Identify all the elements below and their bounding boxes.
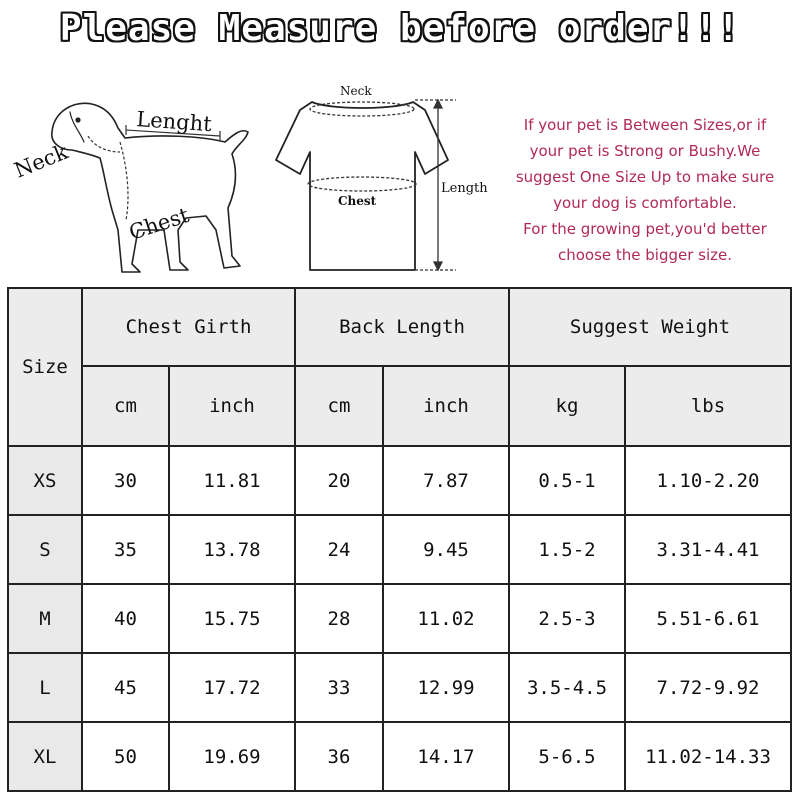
unit-header: cm: [295, 366, 383, 446]
page-title: Please Measure before order!!!: [59, 8, 741, 49]
unit-header: kg: [509, 366, 625, 446]
unit-header: cm: [82, 366, 169, 446]
table-cell: 5.51-6.61: [625, 584, 791, 653]
advice-line: your pet is Strong or Bushy.We: [529, 142, 761, 160]
dog-measure-illustration: [10, 80, 270, 280]
table-cell: 12.99: [383, 653, 509, 722]
table-cell: 3.31-4.41: [625, 515, 791, 584]
table-row: [8, 584, 791, 653]
size-label: S: [8, 515, 82, 584]
size-label: XL: [8, 722, 82, 791]
shirt-chest-label: Chest: [338, 194, 377, 208]
dog-chest-label: Chest: [126, 203, 192, 245]
size-label: M: [8, 584, 82, 653]
dog-neck-label: Neck: [10, 139, 72, 183]
table-row: [8, 515, 791, 584]
size-label: L: [8, 653, 82, 722]
table-cell: 11.02-14.33: [625, 722, 791, 791]
table-cell: 24: [295, 515, 383, 584]
table-cell: 50: [82, 722, 169, 791]
table-cell: 19.69: [169, 722, 295, 791]
shirt-neck-label: Neck: [340, 84, 372, 98]
size-chart-table: [7, 287, 792, 792]
advice-line: For the growing pet,you'd better: [523, 220, 767, 238]
back-length-header: Back Length: [295, 288, 509, 366]
table-cell: 9.45: [383, 515, 509, 584]
advice-line: your dog is comfortable.: [553, 194, 737, 212]
table-cell: 30: [82, 446, 169, 515]
chest-girth-header: Chest Girth: [82, 288, 295, 366]
table-cell: 3.5-4.5: [509, 653, 625, 722]
table-cell: 15.75: [169, 584, 295, 653]
advice-line: suggest One Size Up to make sure: [515, 168, 775, 186]
size-column-header: Size: [8, 288, 82, 446]
dog-length-label: Lenght: [135, 107, 213, 137]
table-cell: 0.5-1: [509, 446, 625, 515]
table-cell: 36: [295, 722, 383, 791]
table-cell: 20: [295, 446, 383, 515]
table-cell: 33: [295, 653, 383, 722]
table-cell: 14.17: [383, 722, 509, 791]
size-label: XS: [8, 446, 82, 515]
table-cell: 11.81: [169, 446, 295, 515]
shirt-length-label: Length: [441, 181, 488, 196]
table-cell: 35: [82, 515, 169, 584]
unit-header: lbs: [625, 366, 791, 446]
advice-line: choose the bigger size.: [557, 246, 733, 264]
table-cell: 5-6.5: [509, 722, 625, 791]
table-cell: 28: [295, 584, 383, 653]
table-cell: 7.72-9.92: [625, 653, 791, 722]
table-row: [8, 446, 791, 515]
table-row: [8, 722, 791, 791]
table-cell: 1.5-2: [509, 515, 625, 584]
table-cell: 2.5-3: [509, 584, 625, 653]
table-row: [8, 653, 791, 722]
table-cell: 17.72: [169, 653, 295, 722]
table-cell: 40: [82, 584, 169, 653]
table-cell: 7.87: [383, 446, 509, 515]
shirt-measure-illustration: [270, 80, 500, 280]
unit-header: inch: [169, 366, 295, 446]
unit-header: inch: [383, 366, 509, 446]
advice-line: If your pet is Between Sizes,or if: [523, 116, 767, 134]
table-cell: 1.10-2.20: [625, 446, 791, 515]
table-cell: 45: [82, 653, 169, 722]
table-cell: 13.78: [169, 515, 295, 584]
sizing-advice: [505, 112, 785, 268]
table-cell: 11.02: [383, 584, 509, 653]
suggest-weight-header: Suggest Weight: [509, 288, 791, 366]
